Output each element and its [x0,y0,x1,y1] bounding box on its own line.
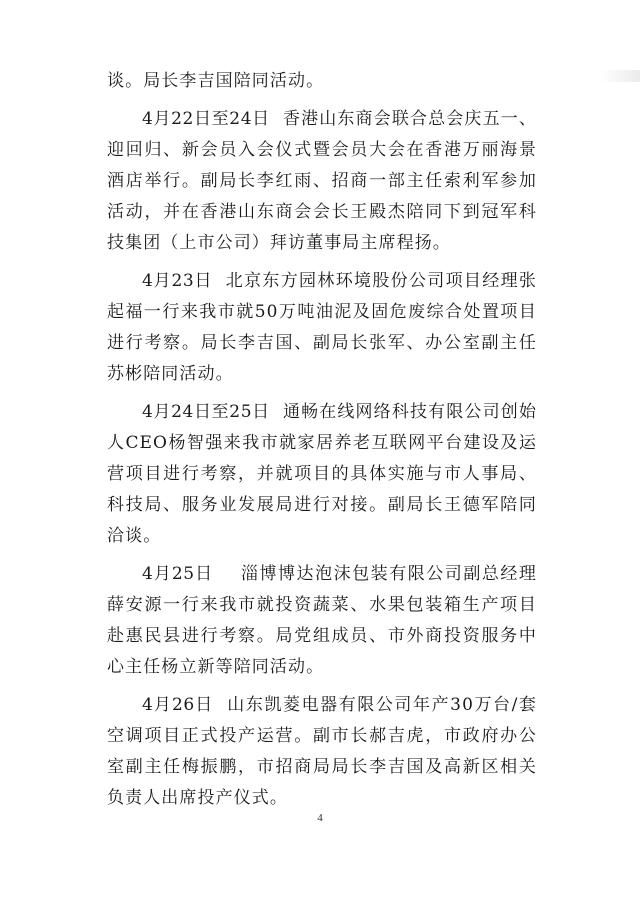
paragraph-continuation [107,66,537,97]
paragraph-entry [107,559,537,683]
entry-text: 香港山东商会联合总会庆五一、迎回归、新会员入会仪式暨会员大会在香港万丽海景酒店举行。副局长李红雨、招商一部主任索利军参加活动，并在香港山东商会会长王殿杰陪同下到冠军科技集团（上市公司）拜访董事局主席程扬。 [107,109,537,253]
paragraph-entry [107,397,537,552]
paragraph-entry [107,690,537,814]
entry-date: 4月26日 [142,695,214,715]
entry-text: 淄博博达泡沫包装有限公司副总经理薛安源一行来我市就投资蔬菜、水果包装箱生产项目赴惠民县进行考察。局党组成员、市外商投资服务中心主任杨立新等陪同活动。 [107,564,538,677]
paragraph-entry [107,266,537,390]
document-body [107,66,537,814]
page-number: 4 [317,812,323,824]
scan-edge-mark [600,70,640,82]
paragraph-entry [107,104,537,259]
entry-date: 4月22日至24日 [142,109,270,129]
entry-text: 通畅在线网络科技有限公司创始人CEO杨智强来我市就家居养老互联网平台建设及运营项目进行考察，并就项目的具体实施与市人事局、科技局、服务业发展局进行对接。副局长王德军陪同洽谈。 [107,402,537,546]
entry-date: 4月23日 [142,271,213,291]
entry-text: 山东凯菱电器有限公司年产30万台/套空调项目正式投产运营。副市长郝吉虎，市政府办公室副主任梅振鹏，市招商局局长李吉国及高新区相关负责人出席投产仪式。 [107,695,537,808]
entry-date: 4月24日至25日 [142,402,270,422]
entry-date: 4月25日 [142,564,214,584]
paragraph-text: 谈。局长李吉国陪同活动。 [107,71,325,91]
entry-text: 北京东方园林环境股份公司项目经理张起福一行来我市就50万吨油泥及固危废综合处置项目进行考察。局长李吉国、副局长张军、办公室副主任苏彬陪同活动。 [107,271,537,384]
